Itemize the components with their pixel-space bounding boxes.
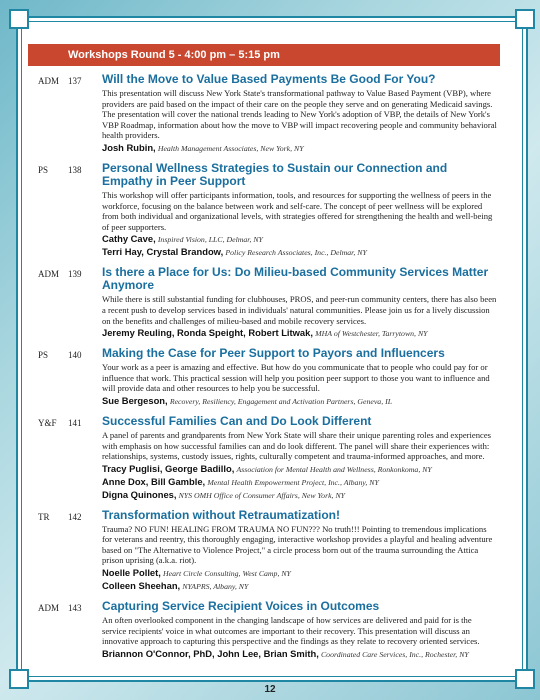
presenter-line (102, 463, 498, 475)
session-number: 142 (68, 511, 82, 522)
frame-corner-ornament (9, 9, 29, 29)
session-description: Your work as a peer is amazing and effective. But how do you communicate that to people who could pay for or influence that work. This practical session will help you position peer support to those you want to influence and will provide data and other resources to help you be successful. (102, 362, 490, 394)
session-title: Is there a Place for Us: Do Milieu-based Community Services Matter Anymore (102, 265, 489, 293)
session-entry (38, 509, 498, 592)
presenter-names: Noelle Pollet, (102, 567, 161, 579)
session-track: Y&F (38, 417, 57, 428)
session-title: Making the Case for Peer Support to Payors and Influencers (102, 346, 445, 361)
session-title: Personal Wellness Strategies to Sustain our Connection and Empathy in Peer Support (102, 160, 448, 188)
session-entry (38, 266, 498, 339)
presenter-line (102, 489, 498, 501)
presenter-affiliation: Recovery, Resiliency, Engagement and Activation Partners, Geneva, IL (169, 396, 393, 406)
presenter-line (102, 233, 498, 245)
session-list (38, 73, 498, 668)
session-entry (38, 73, 498, 154)
presenter-line (102, 476, 498, 488)
presenter-affiliation: NYS OMH Office of Consumer Affairs, New York, NY (178, 490, 345, 500)
session-track: PS (38, 164, 49, 175)
session-description: While there is still substantial funding for clubhouses, PROS, and peer-run community centers, there has also been a recent push to develop services based in individuals' natural communities. Please join us for a lively discussion on the benefits and challenges of milieu-based and mobile recovery services. (102, 294, 497, 326)
presenter-line (102, 395, 498, 407)
session-entry (38, 347, 498, 407)
session-description: A panel of parents and grandparents from New York State will share their unique parenting roles and experiences with emphasis on how successful families can and do look different. The panel will share their experiences with: relationships, systems, custody issues, rights, culturally competent and trauma-informed approaches, and more. (102, 429, 491, 462)
session-title: Transformation without Retraumatization! (102, 507, 341, 522)
session-entry (38, 415, 498, 501)
session-description: This presentation will discuss New York State's transformational pathway to Value Based Payment (VBP), where providers are paid based on the impact of their care on the people they serve and on generating Medicaid savings. The presentation will cover the national trends leading to New York's adoption of VBP, the details of New York's VBP Roadmap, information about how the move to VBP will impact recovering people and community behavioral health providers. (102, 88, 497, 141)
session-track: ADM (38, 603, 60, 614)
page-number: 12 (264, 684, 276, 695)
session-description: An often overlooked component in the changing landscape of how services are delivered and paid for is the service recipients' voice in what outcomes are important to their recovery. This presentation will discuss an innovative approach to capturing this perspective and the findings as they relate to recovery oriented services. (102, 615, 480, 647)
presenter-names: Anne Dox, Bill Gamble, (102, 475, 206, 487)
presenter-affiliation: Association for Mental Health and Wellness, Ronkonkoma, NY (236, 464, 432, 474)
presenter-names: Colleen Sheehan, (102, 580, 181, 592)
session-number: 140 (68, 350, 82, 361)
session-number: 138 (68, 164, 82, 175)
presenter-line (102, 327, 498, 339)
session-entry (38, 162, 498, 258)
presenter-affiliation: Health Management Associates, New York, NY (157, 143, 304, 153)
presenter-names: Tracy Puglisi, George Badillo, (102, 462, 235, 474)
session-track: ADM (38, 76, 60, 86)
presenter-names: Briannon O'Connor, PhD, John Lee, Brian Smith, (102, 647, 319, 659)
session-number: 143 (68, 603, 82, 614)
session-number: 141 (68, 417, 82, 428)
presenter-affiliation: Inspired Vision, LLC, Delmar, NY (157, 235, 263, 245)
presenter-affiliation: Coordinated Care Services, Inc., Rochester, NY (320, 649, 469, 659)
session-track: PS (38, 350, 49, 361)
round-banner: Workshops Round 5 - 4:00 pm – 5:15 pm (28, 44, 500, 66)
session-description: This workshop will offer participants information, tools, and resources for supporting the wellness of peers in the workforce, focusing on the balance between work and self-care. The concept of peer wellness will be explored from both individual and organizational levels, with strategies offered for strengthening the health and well-being of peer supporters. (102, 189, 493, 232)
presenter-line (102, 648, 498, 660)
presenter-names: Terri Hay, Crystal Brandow, (102, 246, 224, 258)
frame-corner-ornament (515, 9, 535, 29)
session-entry (38, 600, 498, 660)
session-track: ADM (38, 269, 60, 280)
presenter-affiliation: Policy Research Associates, Inc., Delmar, NY (225, 248, 367, 258)
session-track: TR (38, 511, 50, 522)
presenter-names: Jeremy Reuling, Ronda Speight, Robert Litwak, (102, 327, 313, 339)
presenter-names: Josh Rubin, (102, 141, 156, 153)
session-number: 137 (68, 76, 82, 86)
presenter-line (102, 580, 498, 592)
presenter-affiliation: NYAPRS, Albany, NY (182, 582, 249, 592)
session-number: 139 (68, 269, 82, 280)
presenter-names: Digna Quinones, (102, 488, 177, 500)
presenter-affiliation: Mental Health Empowerment Project, Inc., Albany, NY (207, 477, 379, 487)
presenter-names: Sue Bergeson, (102, 394, 168, 406)
session-description: Trauma? NO FUN! HEALING FROM TRAUMA NO FUN??? No truth!!! Pointing to tremendous implications for veterans and reentry, this thoroughly engaging, interactive workshop provides a playful and healing adventure based on "The Alternative to Violence Project," a circle process born out of the trauma surrounding the Attica prison uprising (a.k.a. riot). (102, 523, 493, 566)
session-title: Successful Families Can and Do Look Different (102, 413, 372, 428)
presenter-line (102, 246, 498, 258)
presenter-affiliation: Heart Circle Consulting, West Camp, NY (163, 569, 291, 579)
presenter-names: Cathy Cave, (102, 233, 156, 245)
presenter-line (102, 142, 498, 154)
presenter-affiliation: MHA of Westchester, Tarrytown, NY (315, 329, 428, 339)
session-title: Will the Move to Value Based Payments Be Good For You? (102, 72, 436, 86)
session-title: Capturing Service Recipient Voices in Outcomes (102, 599, 380, 614)
presenter-line (102, 567, 498, 579)
